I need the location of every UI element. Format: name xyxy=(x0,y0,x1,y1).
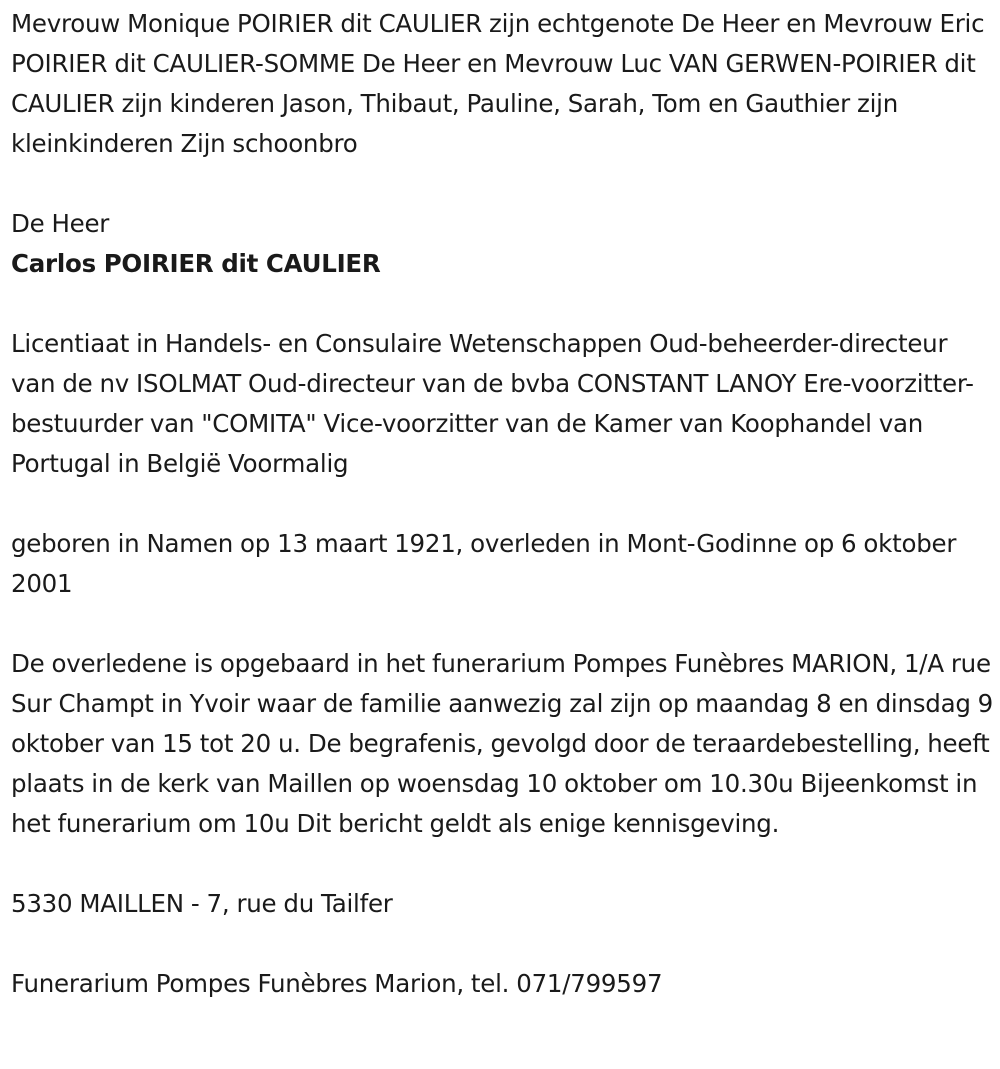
honorific: De Heer xyxy=(11,209,110,238)
deceased-name: Carlos POIRIER dit CAULIER xyxy=(11,249,381,278)
spacer xyxy=(11,484,993,524)
birth-death-paragraph: geboren in Namen op 13 maart 1921, overleden in Mont-Godinne op 6 oktober 2001 xyxy=(11,529,957,598)
spacer xyxy=(11,924,993,964)
spacer xyxy=(11,284,993,324)
spacer xyxy=(11,604,993,644)
spacer xyxy=(11,844,993,884)
family-paragraph: Mevrouw Monique POIRIER dit CAULIER zijn echtgenote De Heer en Mevrouw Eric POIRIER dit CAULIER-SOMME De Heer en Mevrouw Luc VAN GERWEN-POIRIER dit CAULIER zijn kinderen Jason, Thibaut, Pauline, Sarah, Tom en Gauthier zijn kleinkinderen Zijn schoonbro xyxy=(11,9,985,158)
titles-paragraph: Licentiaat in Handels- en Consulaire Wetenschappen Oud-beheerder-directeur van de nv ISOLMAT Oud-directeur van de bvba CONSTANT LANOY Ere-voorzitter-bestuurder van "COMITA" Vice-voorzitter van de Kamer van Koophandel van Portugal in België Voormalig xyxy=(11,329,974,478)
address-line: 5330 MAILLEN - 7, rue du Tailfer xyxy=(11,889,393,918)
spacer xyxy=(11,164,993,204)
funeral-home-line: Funerarium Pompes Funèbres Marion, tel. 071/799597 xyxy=(11,969,663,998)
death-notice xyxy=(11,4,993,1004)
funeral-paragraph: De overledene is opgebaard in het funerarium Pompes Funèbres MARION, 1/A rue Sur Champt in Yvoir waar de familie aanwezig zal zijn op maandag 8 en dinsdag 9 oktober van 15 tot 20 u. De begrafenis, gevolgd door de teraardebestelling, heeft plaats in de kerk van Maillen op woensdag 10 oktober om 10.30u Bijeenkomst in het funerarium om 10u Dit bericht geldt als enige kennisgeving. xyxy=(11,649,994,838)
